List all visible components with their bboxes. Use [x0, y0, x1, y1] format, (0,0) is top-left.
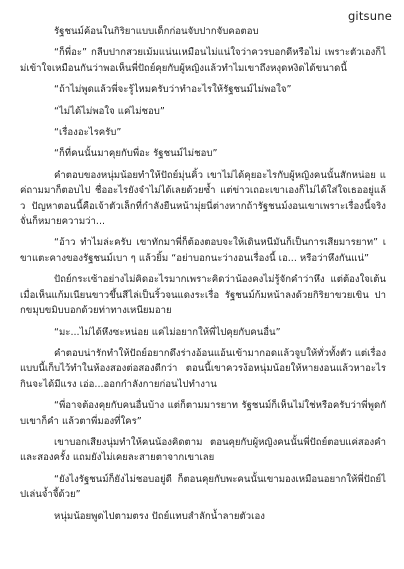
paragraph: “ก็ที่คนนั้นมาคุยกับพี่อะ รัฐชนม์ไม่ชอบ”	[54, 148, 218, 160]
paragraph: ปัถย์กระเซ้าอย่างไม่คิดอะไรมากเพราะคิดว่าน้องคงไม่รู้จักคำว่าหึง แต่ต้องใจเต้นเมื่อเห็นแก้มเนียนขาวขึ้นสีไล่เป็นริ้วจนแดงระเรื่อ รัฐชนม์ก้มหน้าลงด้วยกิริยาขวยเขิน ปากขมุบขมิบบอกด้วยท่าทางเหนียมอาย	[20, 274, 386, 317]
paragraph: “เรื่องอะไรครับ”	[54, 127, 122, 139]
paragraph: คำตอบน่ารักทำให้ปัถย์อยากดึงร่างอ้อนแอ้นเข้ามากอดแล้วจูบให้ทั่วทั้งตัว แต่เรื่องแบบนี้เก็บไว้ทำในห้องสองต่อสองดีกว่า ตอนนี้เขาควรง้อหนุ่มน้อยให้หายงอนแล้วหาอะไรกินจะได้มีแรง เอ่อ...ออกกำลังกายก่อนไปทำงาน	[20, 347, 386, 390]
paragraph: เขาบอกเสียงนุ่มทำให้คนน้องคิดตาม ตอนคุยกับผู้หญิงคนนั้นพี่ปัถย์ตอบแค่สองคำและสองครั้ง แถมยังไม่เคยละสายตาจากเขาเลย	[20, 436, 386, 464]
brand-watermark: gitsune	[347, 9, 392, 23]
paragraph: “ก็พี่อะ” กลีบปากสวยเม้มแน่นเหมือนไม่แน่ใจว่าควรบอกดีหรือไม่ เพราะตัวเองก็ไม่เข้าใจเหมือนกันว่าพอเห็นพี่ปัถย์คุยกับผู้หญิงแล้วทำไมเขาถึงหงุดหงิดได้ขนาดนี้	[20, 47, 386, 74]
paragraph: “ยังไงรัฐชนม์ก็ยังไม่ชอบอยู่ดี ก็ตอนคุยกับพะคนนั้นเขามองเหมือนอยากให้พี่ปัถย์ไปเล่นจ้ำจี้ด้วย”	[20, 473, 386, 501]
document-body	[20, 24, 386, 530]
paragraph: “อ้าว ทำไมล่ะครับ เขาทักมาพี่ก็ต้องตอบจะให้เดินหนีมันก็เป็นการเสียมารยาท” เขาแตะคางของรัฐชนม์เบา ๆ แล้วยิ้ม “อย่าบอกนะว่างอนเรื่องนี้ เอ... หรือว่าหึงกันแน่”	[20, 237, 386, 264]
paragraph: “พี่อาจต้องคุยกับคนอื่นบ้าง แต่ก็ตามมารยาท รัฐชนม์ก็เห็นไม่ใช่หรือครับว่าพี่พูดกับเขาก็คำ แล้วตาพี่มองที่ใคร”	[20, 400, 386, 427]
paragraph: หนุ่มน้อยพูดไปตามตรง ปัถย์แทบสำลักน้ำลายตัวเอง	[54, 510, 265, 522]
paragraph: รัฐชนม์ค้อนในกิริยาแบบเด็กก่อนจับปากจับคอตอบ	[54, 26, 259, 37]
paragraph: “มะ...ไม่ได้หึงซะหน่อย แค่ไม่อยากให้พี่ไปคุยกับคนอื่น”	[54, 326, 281, 338]
paragraph: “ถ้าไม่พูดแล้วพี่จะรู้ไหมครับว่าทำอะไรให้รัฐชนม์ไม่พอใจ”	[54, 84, 292, 96]
paragraph: “ไม่ได้ไม่พอใจ แค่ไม่ชอบ”	[54, 105, 165, 117]
paragraph: คำตอบของหนุ่มน้อยทำให้ปัถย์มุ่นคิ้ว เขาไม่ได้คุยอะไรกับผู้หญิงคนนั้นสักหน่อย แค่ถามมาก็ตอบไป ชื่ออะไรยังจำไม่ได้เลยด้วยซ้ำ แต่ข่าวเถอะเขาเองก็ไม่ได้ใส่ใจเธออยู่แล้ว ปัญหาตอนนี้คือเจ้าตัวเล็กที่กำลังยืนหน้ามุ่ยนี่ต่างหากถ้ารัฐชนม์งอนเขาเพราะเรื่องนี้จริง จั่นก็หมายความว่า...	[20, 169, 386, 228]
